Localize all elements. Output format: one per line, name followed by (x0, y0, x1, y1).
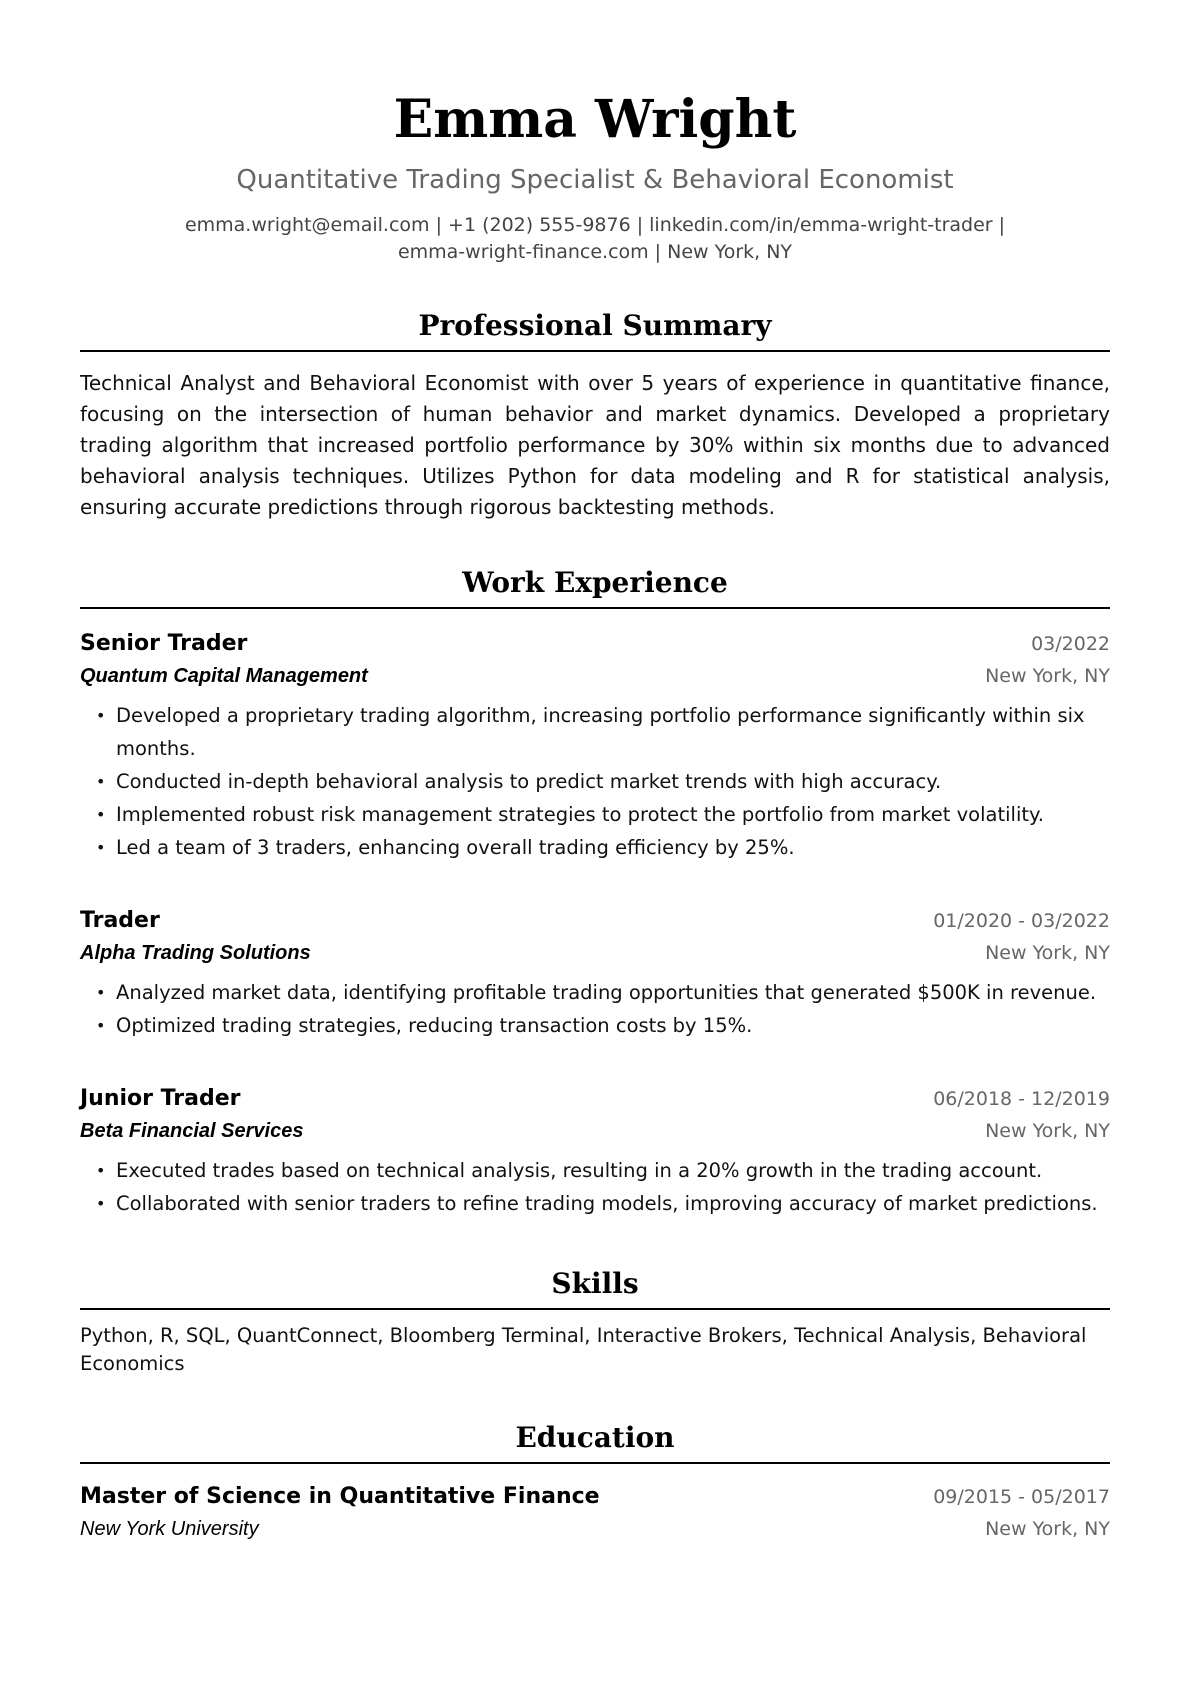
education-date: 09/2015 - 05/2017 (933, 1486, 1110, 1508)
candidate-name: Emma Wright (393, 89, 797, 150)
job-location: New York, NY (985, 942, 1110, 964)
job-role: Trader (80, 908, 160, 933)
bullet-icon: • (96, 1194, 106, 1213)
job-bullet: • Implemented robust risk management strategies to protect the portfolio from market volatility. (116, 798, 1110, 831)
job-entry (80, 904, 1110, 1042)
experience-section (80, 563, 1110, 1220)
education-degree: Master of Science in Quantitative Finance (80, 1484, 600, 1509)
job-company: Alpha Trading Solutions (80, 942, 311, 964)
bullet-icon: • (96, 983, 106, 1002)
skills-section (80, 1264, 1110, 1378)
job-bullet: • Led a team of 3 traders, enhancing overall trading efficiency by 25%. (116, 831, 1110, 864)
bullet-icon: • (96, 805, 106, 824)
skills-heading: Skills (80, 1264, 1110, 1310)
education-section (80, 1418, 1110, 1544)
education-heading: Education (80, 1418, 1110, 1464)
candidate-title: Quantitative Trading Specialist & Behavioral Economist (236, 165, 954, 195)
skills-text: Python, R, SQL, QuantConnect, Bloomberg Terminal, Interactive Brokers, Technical Analysis, Behavioral Economics (80, 1324, 1087, 1375)
contact-line-1: emma.wright@email.com | +1 (202) 555-9876 | linkedin.com/in/emma-wright-trader | (184, 214, 1006, 236)
job-bullets (80, 699, 1110, 864)
job-role: Senior Trader (80, 631, 248, 656)
job-company: Quantum Capital Management (80, 665, 368, 687)
job-role: Junior Trader (80, 1086, 241, 1111)
summary-section (80, 306, 1110, 523)
contact-line-2: emma-wright-finance.com | New York, NY (397, 241, 793, 263)
summary-text: Technical Analyst and Behavioral Economist with over 5 years of experience in quantitative finance, focusing on the intersection of human behavior and market dynamics. Developed a proprietary trading algorithm that increased portfolio performance by 30% within six months due to advanced behavioral analysis techniques. Utilizes Python for data modeling and R for statistical analysis, ensuring accurate predictions through rigorous backtesting methods. (80, 371, 1110, 519)
job-date: 03/2022 (1031, 633, 1110, 655)
education-school: New York University (80, 1518, 259, 1540)
job-location: New York, NY (985, 1120, 1110, 1142)
job-bullet: • Optimized trading strategies, reducing transaction costs by 15%. (116, 1009, 1110, 1042)
job-location: New York, NY (985, 665, 1110, 687)
education-location: New York, NY (985, 1518, 1110, 1540)
job-bullet: • Analyzed market data, identifying profitable trading opportunities that generated $500K in revenue. (116, 976, 1110, 1009)
contact-info (80, 212, 1110, 266)
job-bullet: • Executed trades based on technical analysis, resulting in a 20% growth in the trading account. (116, 1154, 1110, 1187)
job-bullet: • Developed a proprietary trading algorithm, increasing portfolio performance significantly within six months. (116, 699, 1110, 765)
bullet-icon: • (96, 772, 106, 791)
job-date: 01/2020 - 03/2022 (933, 910, 1110, 932)
bullet-icon: • (96, 1016, 106, 1035)
job-entry (80, 1082, 1110, 1220)
job-company: Beta Financial Services (80, 1120, 304, 1142)
experience-heading: Work Experience (80, 563, 1110, 609)
summary-heading: Professional Summary (80, 306, 1110, 352)
job-bullets (80, 1154, 1110, 1220)
bullet-icon: • (96, 706, 106, 725)
job-bullets (80, 976, 1110, 1042)
bullet-icon: • (96, 838, 106, 857)
job-bullet: • Conducted in-depth behavioral analysis to predict market trends with high accuracy. (116, 765, 1110, 798)
bullet-icon: • (96, 1161, 106, 1180)
education-entry (80, 1480, 1110, 1544)
job-bullet: • Collaborated with senior traders to refine trading models, improving accuracy of market predictions. (116, 1187, 1110, 1220)
job-date: 06/2018 - 12/2019 (933, 1088, 1110, 1110)
job-entry (80, 627, 1110, 864)
